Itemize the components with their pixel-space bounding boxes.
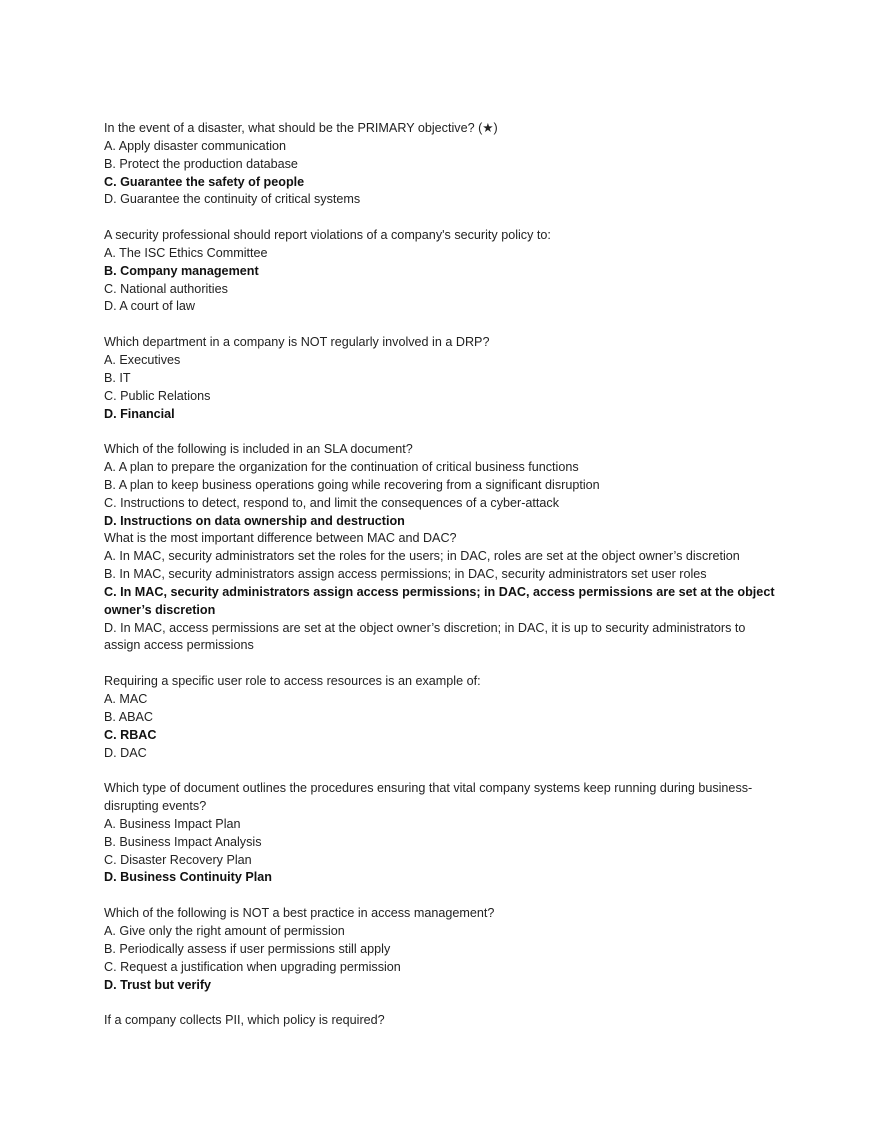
question-text: A security professional should report violations of a company's security policy to: xyxy=(104,228,551,243)
question-text: In the event of a disaster, what should be the PRIMARY objective? (★) xyxy=(104,121,498,135)
question-block xyxy=(104,905,784,994)
question-text: If a company collects PII, which policy is required? xyxy=(104,1013,385,1028)
answer-option: C. Request a justification when upgrading permission xyxy=(104,959,401,974)
spacer xyxy=(104,887,784,905)
answer-option: B. A plan to keep business operations going while recovering from a significant disruption xyxy=(104,477,600,492)
answer-option: D. In MAC, access permissions are set at the object owner’s discretion; in DAC, it is up to security administrators to assign access permissions xyxy=(104,620,746,653)
answer-option: A. Give only the right amount of permission xyxy=(104,923,345,938)
answer-option: C. Instructions to detect, respond to, and limit the consequences of a cyber-attack xyxy=(104,495,560,510)
answer-option: B. ABAC xyxy=(104,709,153,724)
correct-answer-option: D. Instructions on data ownership and destruction xyxy=(104,513,405,528)
answer-option: B. Business Impact Analysis xyxy=(104,834,262,849)
question-text: What is the most important difference between MAC and DAC? xyxy=(104,531,457,546)
question-block xyxy=(104,530,784,655)
answer-option: D. DAC xyxy=(104,745,147,760)
spacer xyxy=(104,655,784,673)
spacer xyxy=(104,209,784,227)
correct-answer-option: D. Trust but verify xyxy=(104,977,212,992)
question-block xyxy=(104,780,784,887)
answer-option: A. In MAC, security administrators set the roles for the users; in DAC, roles are set at the object owner’s discretion xyxy=(104,549,740,564)
correct-answer-option: D. Financial xyxy=(104,406,175,421)
answer-option: B. Periodically assess if user permissions still apply xyxy=(104,941,391,956)
answer-option: D. Guarantee the continuity of critical systems xyxy=(104,192,361,207)
answer-option: B. IT xyxy=(104,370,131,385)
answer-option: C. Public Relations xyxy=(104,388,211,403)
answer-option: C. Disaster Recovery Plan xyxy=(104,852,252,867)
question-block xyxy=(104,334,784,423)
question-text: Which type of document outlines the procedures ensuring that vital company systems keep running during business-disrupting events? xyxy=(104,781,753,814)
question-text: Which department in a company is NOT regularly involved in a DRP? xyxy=(104,335,490,350)
correct-answer-option: D. Business Continuity Plan xyxy=(104,870,272,885)
answer-option: A. MAC xyxy=(104,692,148,706)
answer-option: A. The ISC Ethics Committee xyxy=(104,245,268,260)
question-text: Requiring a specific user role to access resources is an example of: xyxy=(104,674,481,689)
question-block xyxy=(104,120,784,209)
correct-answer-option: B. Company management xyxy=(104,263,259,278)
answer-option: A. Apply disaster communication xyxy=(104,138,286,153)
answer-option: D. A court of law xyxy=(104,299,195,314)
question-text: Which of the following is included in an SLA document? xyxy=(104,442,413,457)
spacer xyxy=(104,994,784,1012)
correct-answer-option: C. Guarantee the safety of people xyxy=(104,174,305,189)
question-block xyxy=(104,227,784,316)
answer-option: A. A plan to prepare the organization for the continuation of critical business functions xyxy=(104,460,579,475)
answer-option: B. Protect the production database xyxy=(104,156,298,171)
spacer xyxy=(104,423,784,441)
question-block xyxy=(104,673,784,762)
question-block xyxy=(104,1012,784,1030)
answer-option: B. In MAC, security administrators assign access permissions; in DAC, security administrators set user roles xyxy=(104,567,707,582)
answer-option: C. National authorities xyxy=(104,281,228,296)
answer-option: A. Executives xyxy=(104,352,181,367)
correct-answer-option: C. RBAC xyxy=(104,727,157,742)
spacer xyxy=(104,762,784,780)
answer-option: A. Business Impact Plan xyxy=(104,816,241,831)
question-text: Which of the following is NOT a best practice in access management? xyxy=(104,906,495,921)
question-block xyxy=(104,441,784,530)
quiz-content xyxy=(104,120,784,1030)
spacer xyxy=(104,316,784,334)
correct-answer-option: C. In MAC, security administrators assign access permissions; in DAC, access permissions are set at the object owner’s discretion xyxy=(104,584,775,617)
